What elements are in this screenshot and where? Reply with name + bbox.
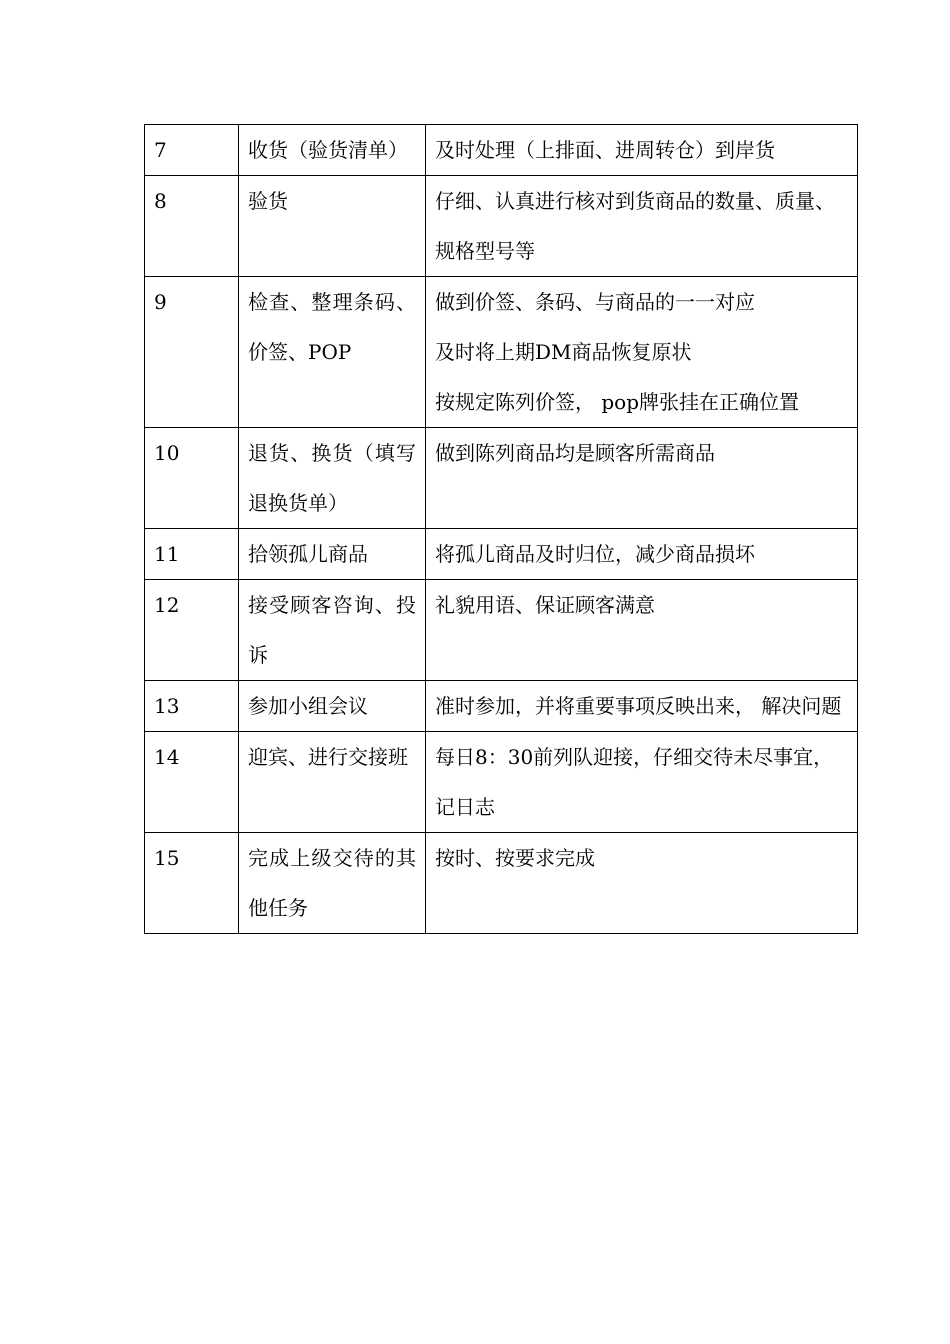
table-row (145, 833, 858, 934)
standard-line: 将孤儿商品及时归位，减少商品损坏 (435, 542, 755, 566)
table-row (145, 428, 858, 529)
task-standard (426, 277, 858, 428)
task-name: 迎宾、进行交接班 (239, 732, 426, 833)
task-name: 接受顾客咨询、投诉 (239, 580, 426, 681)
row-number: 15 (145, 833, 239, 934)
table-row (145, 580, 858, 681)
task-standard (426, 732, 858, 833)
row-number: 7 (145, 125, 239, 176)
row-number: 10 (145, 428, 239, 529)
standard-line: 按规定陈列价签， pop牌张挂在正确位置 (435, 390, 800, 414)
task-name: 参加小组会议 (239, 681, 426, 732)
task-standard (426, 428, 858, 529)
task-standard (426, 125, 858, 176)
task-standard (426, 176, 858, 277)
table-row (145, 732, 858, 833)
standard-line: 按时、按要求完成 (435, 846, 595, 870)
task-name: 完成上级交待的其他任务 (239, 833, 426, 934)
row-number: 11 (145, 529, 239, 580)
table-row (145, 125, 858, 176)
standard-line: 及时将上期DM商品恢复原状 (435, 340, 692, 364)
task-name: 退货、换货（填写退换货单） (239, 428, 426, 529)
task-name: 验货 (239, 176, 426, 277)
task-standard (426, 580, 858, 681)
duties-table (144, 124, 858, 934)
table-row (145, 176, 858, 277)
task-standard (426, 833, 858, 934)
standard-line: 及时处理（上排面、进周转仓）到岸货 (435, 138, 775, 162)
standard-line: 准时参加，并将重要事项反映出来， 解决问题 (435, 694, 842, 718)
row-number: 13 (145, 681, 239, 732)
standard-line: 每日8：30前列队迎接，仔细交待未尽事宜， 记日志 (435, 745, 834, 819)
standard-line: 做到价签、条码、与商品的一一对应 (435, 290, 755, 314)
table-row (145, 681, 858, 732)
table-row (145, 277, 858, 428)
standard-line: 做到陈列商品均是顾客所需商品 (435, 441, 715, 465)
task-name: 拾领孤儿商品 (239, 529, 426, 580)
table-row (145, 529, 858, 580)
task-standard (426, 529, 858, 580)
row-number: 8 (145, 176, 239, 277)
row-number: 12 (145, 580, 239, 681)
task-standard (426, 681, 858, 732)
row-number: 14 (145, 732, 239, 833)
row-number: 9 (145, 277, 239, 428)
task-name: 收货（验货清单） (239, 125, 426, 176)
standard-line: 仔细、认真进行核对到货商品的数量、质量、规格型号等 (435, 189, 835, 263)
standard-line: 礼貌用语、保证顾客满意 (435, 593, 655, 617)
task-name: 检查、整理条码、价签、POP (239, 277, 426, 428)
